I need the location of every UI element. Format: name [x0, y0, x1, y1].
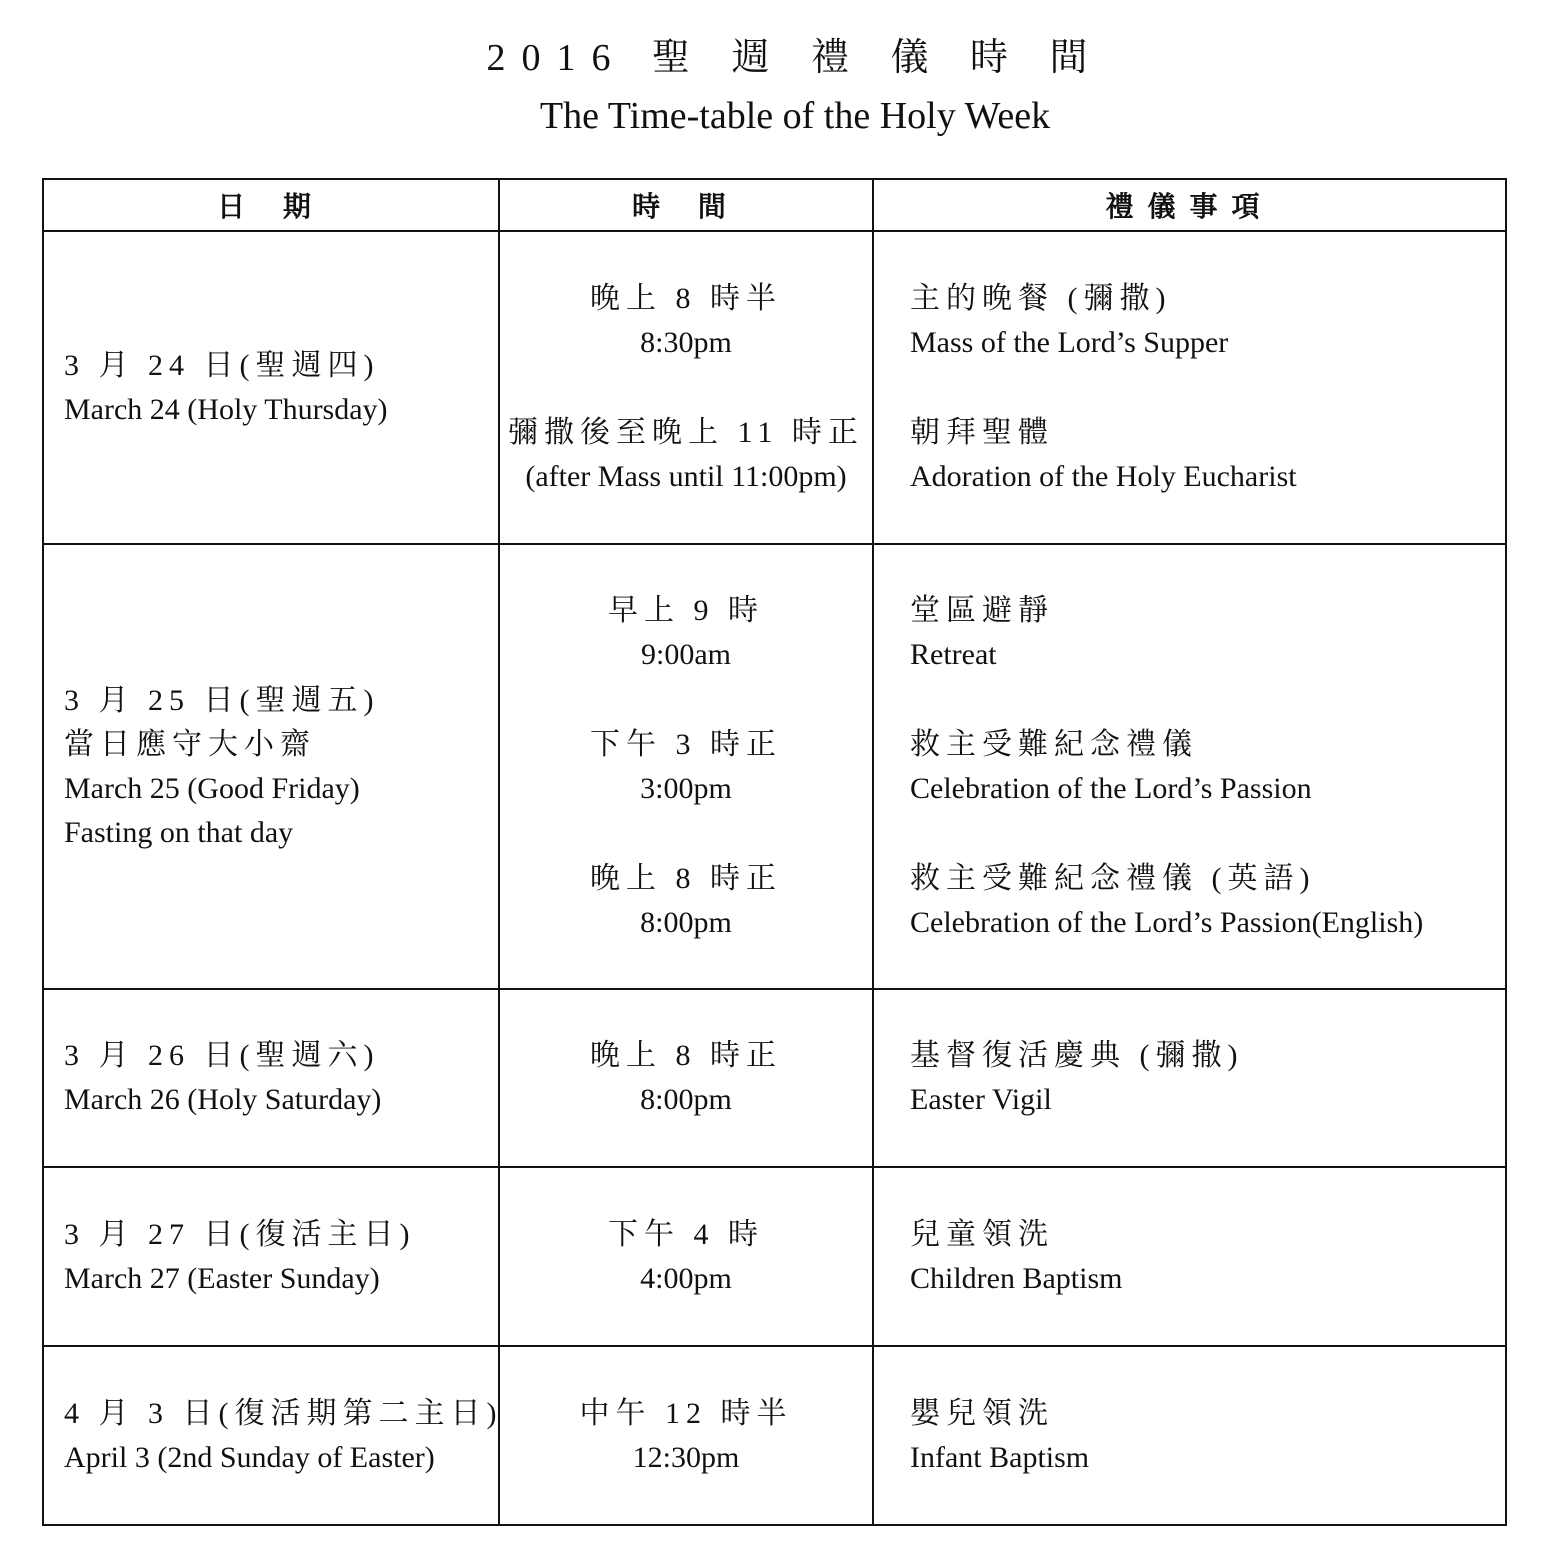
time-chinese: 晚上 8 時正 [590, 1039, 782, 1072]
time-chinese: 中午 12 時半 [579, 1396, 793, 1430]
page-title-english: The Time-table of the Holy Week [539, 95, 1051, 137]
time-cell [499, 231, 873, 544]
date-english: April 3 (2nd Sunday of Easter) [64, 1440, 435, 1474]
holy-week-timetable [42, 178, 1507, 1526]
time-english: 8:00pm [640, 1083, 732, 1116]
time-chinese: 下午 4 時 [608, 1217, 764, 1251]
time-english: 8:00pm [640, 905, 732, 939]
page-title-chinese: 2016 聖 週 禮 儀 時 間 [486, 37, 1104, 79]
liturgy-cell [873, 544, 1506, 989]
date-cell [43, 1167, 499, 1346]
liturgy-cell [873, 231, 1506, 544]
time-cell [499, 1346, 873, 1525]
date-english: March 27 (Easter Sunday) [64, 1261, 380, 1295]
table-row [43, 989, 1506, 1167]
time-cell [499, 989, 873, 1167]
time-cell [499, 1167, 873, 1346]
liturgy-english: Easter Vigil [910, 1083, 1052, 1116]
time-english: 12:30pm [632, 1440, 740, 1474]
liturgy-english: Children Baptism [910, 1261, 1123, 1295]
liturgy-english: Celebration of the Lord’s Passion [910, 771, 1312, 805]
date-cell [43, 1346, 503, 1525]
liturgy-chinese: 嬰兒領洗 [910, 1396, 1054, 1430]
time-chinese: 晚上 8 時正 [590, 861, 782, 895]
liturgy-cell [873, 989, 1506, 1167]
time-english: 8:30pm [640, 325, 732, 359]
liturgy-english: Mass of the Lord’s Supper [910, 325, 1229, 359]
table-row [43, 544, 1506, 989]
table-header-row [43, 179, 1506, 231]
table-row [43, 1346, 1506, 1525]
date-cell [43, 544, 499, 989]
date-chinese: 4 月 3 日(復活期第二主日) [64, 1396, 503, 1430]
liturgy-chinese: 堂區避靜 [910, 593, 1054, 627]
date-chinese: 3 月 24 日(聖週四) [64, 348, 380, 382]
time-english: (after Mass until 11:00pm) [525, 459, 847, 493]
liturgy-chinese: 朝拜聖體 [910, 415, 1054, 449]
fasting-note-english: Fasting on that day [64, 815, 294, 849]
liturgy-english: Celebration of the Lord’s Passion(English) [910, 905, 1424, 939]
liturgy-chinese: 救主受難紀念禮儀 [910, 727, 1198, 761]
table-row [43, 1167, 1506, 1346]
liturgy-chinese: 兒童領洗 [910, 1217, 1054, 1251]
date-english: March 25 (Good Friday) [64, 771, 360, 805]
table-row [43, 231, 1506, 544]
time-chinese: 彌撒後至晚上 11 時正 [508, 415, 864, 449]
header-date: 日 期 [43, 179, 499, 231]
time-english: 4:00pm [640, 1261, 732, 1295]
time-english: 9:00am [641, 637, 731, 671]
date-english: March 24 (Holy Thursday) [64, 392, 388, 426]
date-english: March 26 (Holy Saturday) [64, 1083, 382, 1116]
liturgy-cell [873, 1346, 1506, 1525]
liturgy-chinese: 救主受難紀念禮儀 (英語) [910, 861, 1316, 895]
date-chinese: 3 月 27 日(復活主日) [64, 1217, 416, 1251]
time-english: 3:00pm [640, 771, 732, 805]
header-liturgy: 禮儀事項 [873, 179, 1506, 231]
date-cell [43, 989, 499, 1167]
liturgy-english: Infant Baptism [910, 1440, 1090, 1474]
liturgy-chinese: 基督復活慶典 (彌撒) [910, 1039, 1244, 1072]
liturgy-english: Retreat [910, 637, 997, 671]
date-cell [43, 231, 499, 544]
time-chinese: 早上 9 時 [608, 593, 764, 627]
time-chinese: 晚上 8 時半 [590, 281, 782, 315]
time-cell [499, 544, 873, 989]
date-chinese: 3 月 26 日(聖週六) [64, 1039, 380, 1072]
liturgy-chinese: 主的晚餐 (彌撒) [910, 281, 1172, 315]
liturgy-english: Adoration of the Holy Eucharist [910, 459, 1297, 493]
liturgy-cell [873, 1167, 1506, 1346]
fasting-note-chinese: 當日應守大小齋 [64, 727, 316, 761]
time-chinese: 下午 3 時正 [590, 727, 782, 761]
header-time: 時 間 [499, 179, 873, 231]
date-chinese: 3 月 25 日(聖週五) [64, 683, 380, 717]
